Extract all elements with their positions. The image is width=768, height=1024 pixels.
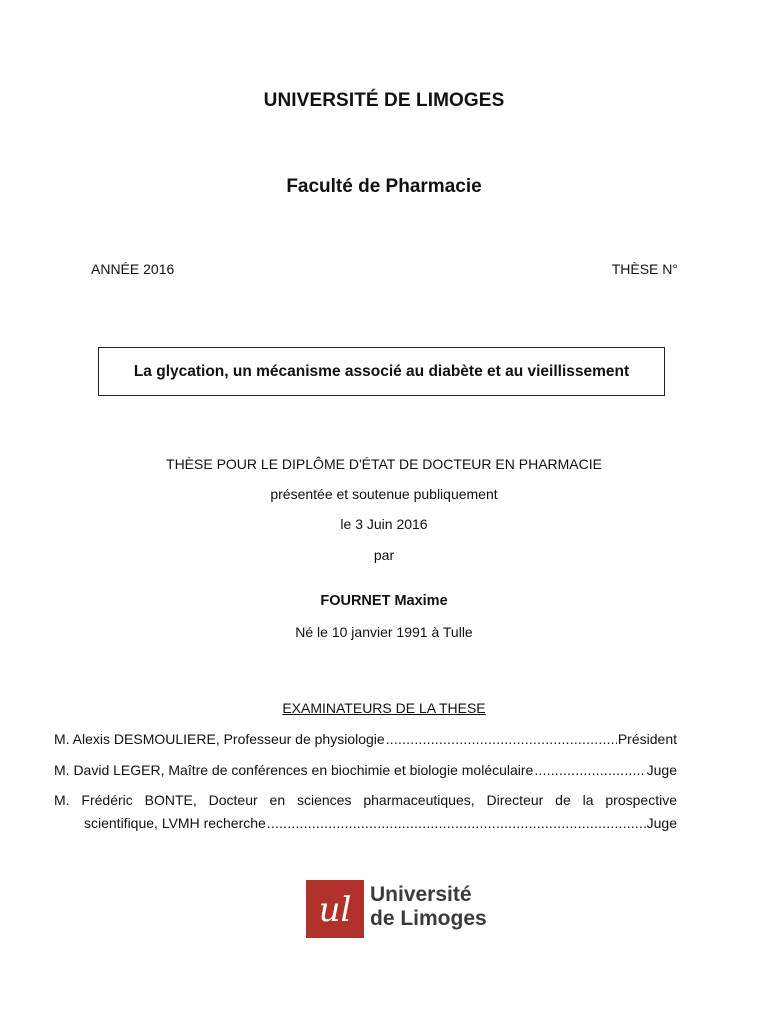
university-logo	[306, 880, 496, 938]
examiner-name-line2: scientifique, LVMH recherche	[84, 815, 266, 831]
presented-line: présentée et soutenue publiquement	[270, 486, 498, 502]
author-name: FOURNET Maxime	[320, 593, 448, 609]
dot-leader	[534, 761, 645, 779]
defense-date: le 3 Juin 2016	[340, 516, 428, 532]
logo-line1: Université	[370, 883, 472, 906]
by-line: par	[373, 547, 395, 563]
faculty-name: Faculté de Pharmacie	[286, 176, 482, 197]
thesis-title: La glycation, un mécanisme associé au diabète et au vieillissement	[133, 362, 630, 380]
thesis-title-box	[98, 347, 665, 396]
examiner-name: M. David LEGER, Maître de conférences en biochimie et biologie moléculaire	[54, 762, 534, 778]
examiner-row	[54, 761, 677, 779]
author-birth: Né le 10 janvier 1991 à Tulle	[295, 624, 473, 640]
examiner-row	[84, 814, 677, 832]
dot-leader	[267, 814, 646, 832]
examiner-name-line1: M. Frédéric BONTE, Docteur en sciences pharmaceutiques, Directeur de la prospective	[54, 792, 677, 808]
dot-leader	[386, 730, 617, 748]
examiner-role: Juge	[646, 815, 677, 831]
degree-line: THÈSE POUR LE DIPLÔME D'ÉTAT DE DOCTEUR EN PHARMACIE	[166, 456, 602, 472]
examiner-role: Juge	[646, 762, 677, 778]
logo-line2: de Limoges	[370, 907, 487, 930]
examiner-role: Président	[617, 731, 677, 747]
university-name: UNIVERSITÉ DE LIMOGES	[263, 90, 505, 111]
svg-text:ul: ul	[318, 890, 352, 930]
examiner-name: M. Alexis DESMOULIERE, Professeur de physiologie	[54, 731, 385, 747]
logo-wordmark	[370, 883, 487, 931]
examiner-row	[54, 730, 677, 748]
thesis-year: ANNÉE 2016	[91, 261, 175, 277]
ul-logo-icon	[306, 880, 364, 938]
thesis-number: THÈSE N°	[611, 261, 678, 277]
examiners-heading: EXAMINATEURS DE LA THESE	[282, 700, 486, 716]
